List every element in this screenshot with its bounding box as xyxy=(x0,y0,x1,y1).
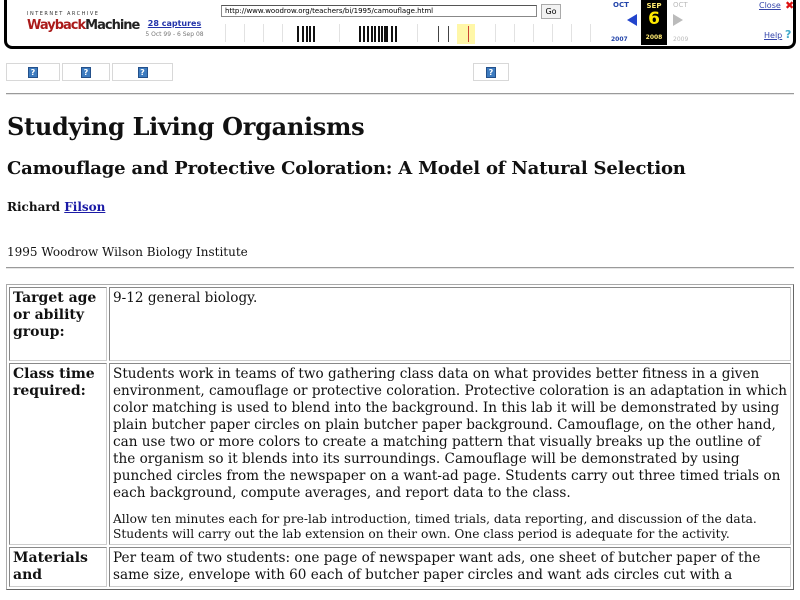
table-row xyxy=(9,547,791,587)
page-subtitle: Camouflage and Protective Coloration: A Model of Natural Selection xyxy=(7,158,686,179)
row-value xyxy=(109,363,791,545)
table-row xyxy=(9,287,791,361)
help-icon[interactable]: ? xyxy=(785,28,792,41)
prev-capture-arrow-icon[interactable] xyxy=(627,14,637,26)
next-year-label: 2009 xyxy=(673,36,689,43)
close-icon[interactable]: ✖ xyxy=(785,0,795,12)
wayback-logo[interactable] xyxy=(21,3,140,35)
captures-range: 5 Oct 99 - 6 Sep 08 xyxy=(145,31,204,38)
page-title: Studying Living Organisms xyxy=(7,112,365,141)
nav-image-link-1[interactable] xyxy=(6,63,60,81)
prev-year-label: 2007 xyxy=(611,36,628,43)
nav-image-link-2[interactable] xyxy=(62,63,110,81)
current-year: 2008 xyxy=(645,34,663,41)
divider xyxy=(6,93,794,95)
captures-info xyxy=(137,19,212,38)
broken-image-icon: ? xyxy=(486,67,496,78)
row-value-note: Allow ten minutes each for pre-lab introduction, timed trials, data reporting, and discussion of the data. Students will carry out the lab extension on their own. One class period is adequate for the activity. xyxy=(113,512,757,541)
row-value: 9-12 general biology. xyxy=(109,287,791,361)
row-label: Materials and xyxy=(9,547,107,587)
row-value: Per team of two students: one page of newspaper want ads, one sheet of butcher paper of the same size, envelope with 60 each of butcher paper circles and want ads circles cut with a xyxy=(109,547,791,587)
row-label: Class time required: xyxy=(9,363,107,545)
table-row xyxy=(9,363,791,545)
current-capture-date xyxy=(641,0,667,45)
author-first-name: Richard xyxy=(7,200,61,214)
go-button[interactable]: Go xyxy=(541,4,561,19)
institute-text: 1995 Woodrow Wilson Biology Institute xyxy=(7,245,248,259)
broken-image-icon: ? xyxy=(28,67,38,78)
captures-link[interactable]: 28 captures xyxy=(147,19,202,28)
broken-image-icon: ? xyxy=(138,67,148,78)
current-day: 6 xyxy=(648,9,660,29)
capture-sparkline[interactable] xyxy=(221,22,601,44)
row-value-text: Students work in teams of two gathering class data on what provides better fitness in a given environment, camouflage or protective coloration. Protective coloration is an adaptation in which color matching is used to blend into the background. In this lab it will be demonstrated by using plain butcher paper circles on plain butcher paper background. Camouflage, on the other hand, can use two or more colors to create a matching pattern that visually breaks up the outline of the organism so it blends into its surroundings. Camouflage will be demonstrated by using punched circles from the newspaper on a want-ad page. Students carry out three timed trials on each background, compute averages, and report data to the class. xyxy=(113,366,787,501)
lesson-info-table xyxy=(6,284,794,590)
wayback-toolbar xyxy=(4,0,796,49)
row-label: Target age or ability group: xyxy=(9,287,107,361)
logo-internet-archive-text: INTERNET ARCHIVE xyxy=(27,11,100,17)
broken-image-icon: ? xyxy=(81,67,91,78)
nav-image-link-4[interactable] xyxy=(473,63,509,81)
close-link[interactable]: Close xyxy=(759,1,781,10)
url-input[interactable]: http://www.woodrow.org/teachers/bi/1995/camouflage.html xyxy=(221,5,537,17)
nav-image-link-3[interactable] xyxy=(112,63,173,81)
help-link[interactable]: Help xyxy=(764,31,783,40)
author xyxy=(7,200,105,214)
next-capture-arrow-icon xyxy=(673,14,683,26)
divider xyxy=(6,267,794,269)
author-link[interactable]: Filson xyxy=(64,200,106,214)
current-month: SEP xyxy=(646,2,662,10)
next-month-label: OCT xyxy=(673,1,688,9)
logo-wayback-machine-text: WaybackMachine xyxy=(27,18,140,33)
prev-month-label[interactable]: OCT xyxy=(613,1,629,9)
